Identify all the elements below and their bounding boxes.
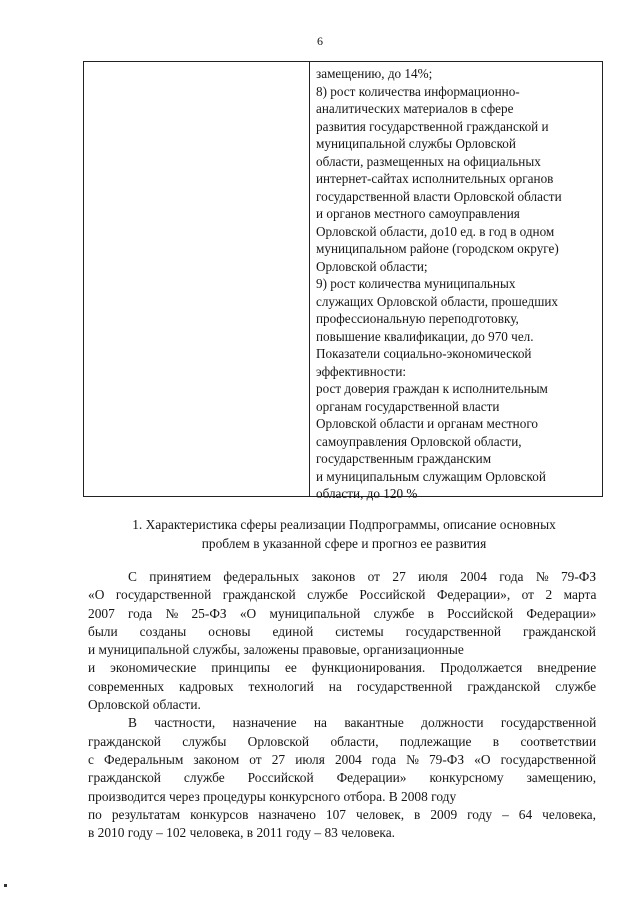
table-text-line: замещению, до 14%; xyxy=(316,66,433,81)
table-text-line: государственным гражданским xyxy=(316,451,492,466)
table-text-line: самоуправления Орловской области, xyxy=(316,433,522,449)
table-text-line: повышение квалификации, до 970 чел. xyxy=(316,328,534,344)
paragraph-line: в 2010 году – 102 человека, в 2011 году – 83 человека. xyxy=(88,825,396,841)
table-text-line: и органов местного самоуправления xyxy=(316,206,520,221)
table-text-line: муниципальном районе (городском округе) xyxy=(316,241,559,256)
paragraph-2 xyxy=(88,714,596,842)
paragraph-line: «О государственной гражданской службе Российской Федерации», от 2 марта xyxy=(88,587,597,603)
table-text-line: Показатели социально-экономической xyxy=(316,346,532,361)
paragraph-line: С принятием федеральных законов от 27 июля 2004 года № 79-ФЗ xyxy=(128,569,597,584)
paragraph-line: производится через процедуры конкурсного отбора. В 2008 году xyxy=(88,788,457,804)
scan-speck xyxy=(4,884,7,887)
table-text-line: рост доверия граждан к исполнительным xyxy=(316,381,548,396)
table-text-line: служащих Орловской области, прошедших xyxy=(316,293,558,309)
table-text-line: эффективности: xyxy=(316,363,407,379)
table-text-line: области, размещенных на официальных xyxy=(316,153,541,169)
paragraph-line: гражданской службы Орловской области, подлежащие в соответствии xyxy=(88,733,597,749)
paragraph-1 xyxy=(88,568,596,714)
table-text-line: государственной власти Орловской области xyxy=(316,188,562,204)
table-text-line: 8) рост количества информационно- xyxy=(316,83,520,99)
paragraph-line: были созданы основы единой системы государственной гражданской xyxy=(88,623,596,639)
table-text-line: органам государственной власти xyxy=(316,398,500,414)
table-right-cell xyxy=(310,62,602,501)
paragraph-line: современных кадровых технологий на государственной гражданской службе xyxy=(88,678,597,694)
table-text-line: области, до 120 % xyxy=(316,486,418,501)
paragraph-line: с Федеральным законом от 27 июля 2004 года № 79-ФЗ «О государственной xyxy=(88,751,597,767)
paragraph-line: гражданской службе Российской Федерации» конкурсному замещению, xyxy=(88,770,597,786)
page-number: 6 xyxy=(317,34,323,48)
indicators-table xyxy=(83,61,603,501)
paragraph-line: Орловской области. xyxy=(88,697,201,713)
paragraph-line: и экономические принципы ее функционирования. Продолжается внедрение xyxy=(88,660,597,676)
table-text-line: Орловской области, до10 ед. в год в одном xyxy=(316,223,555,239)
table-left-cell xyxy=(84,62,310,496)
table-text-line: развития государственной гражданской и xyxy=(316,118,549,134)
table-text-line: муниципальной службы Орловской xyxy=(316,136,516,151)
paragraph-line: по результатам конкурсов назначено 107 человек, в 2009 году – 64 человека, xyxy=(88,806,596,822)
section-heading xyxy=(84,515,604,553)
paragraph-line: В частности, назначение на вакантные должности государственной xyxy=(128,715,597,731)
section-heading-line: 1. Характеристика сферы реализации Подпрограммы, описание основных xyxy=(132,517,556,532)
table-text-line: и муниципальным служащим Орловской xyxy=(316,468,546,484)
section-heading-line: проблем в указанной сфере и прогноз ее развития xyxy=(201,536,487,551)
table-text-line: 9) рост количества муниципальных xyxy=(316,276,516,291)
paragraph-line: и муниципальной службы, заложены правовые, организационные xyxy=(88,642,464,658)
paragraph-line: 2007 года № 25-ФЗ «О муниципальной службе в Российской Федерации» xyxy=(88,605,597,621)
table-text-line: профессиональную переподготовку, xyxy=(316,311,519,326)
table-text-line: интернет-сайтах исполнительных органов xyxy=(316,171,554,186)
table-text-line: Орловской области; xyxy=(316,258,428,274)
table-text-line: Орловской области и органам местного xyxy=(316,416,539,431)
table-text-line: аналитических материалов в сфере xyxy=(316,101,514,116)
body-text xyxy=(88,568,596,842)
